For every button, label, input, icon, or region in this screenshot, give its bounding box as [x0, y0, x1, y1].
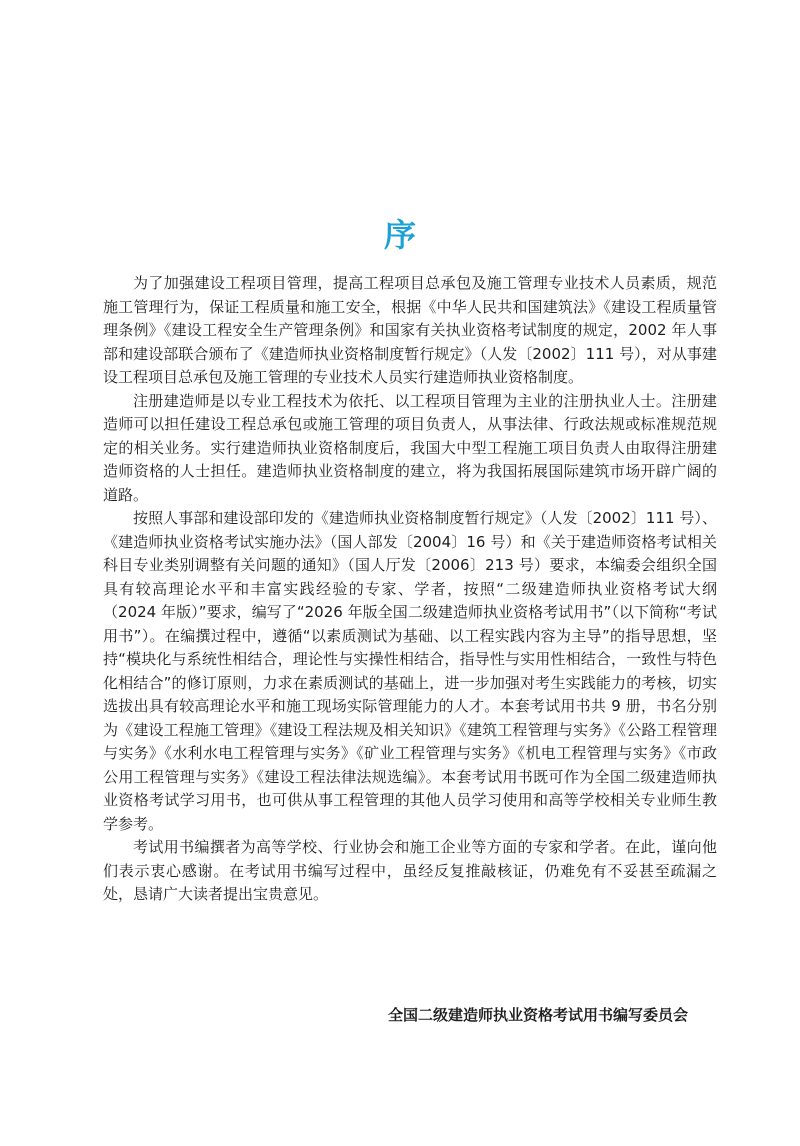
paragraph-3: 按照人事部和建设部印发的《建造师执业资格制度暂行规定》（人发〔2002〕111 号）、《建造师执业资格考试实施办法》（国人部发〔2004〕16 号）和《关于建造师资格考试相关科目专业类别调整有关问题的通知》（国人厅发〔2006〕213 号）要求，本编委会组织全国具有较高理论水平和丰富实践经验的专家、学者，按照“二级建造师执业资格考试大纲（2024 年版）”要求，编写了“2026 年版全国二级建造师执业资格考试用书”（以下简称“考试用书”）。在编撰过程中，遵循“以素质测试为基础、以工程实践内容为主导”的指导思想，坚持“模块化与系统性相结合，理论性与实操性相结合，指导性与实用性相结合，一致性与特色化相结合”的修订原则，力求在素质测试的基础上，进一步加强对考生实践能力的考核，切实选拔出具有较高理论水平和施工现场实际管理能力的人才。本套考试用书共 9 册，书名分别为《建设工程施工管理》《建设工程法规及相关知识》《建筑工程管理与实务》《公路工程管理与实务》《水利水电工程管理与实务》《矿业工程管理与实务》《机电工程管理与实务》《市政公用工程管理与实务》《建设工程法律法规选编》。本套考试用书既可作为全国二级建造师执业资格考试学习用书，也可供从事工程管理的其他人员学习使用和高等学校相关专业师生教学参考。 — [103, 509, 717, 833]
paragraph-2: 注册建造师是以专业工程技术为依托、以工程项目管理为主业的注册执业人士。注册建造师可以担任建设工程总承包或施工管理的项目负责人，从事法律、行政法规或标准规范规定的相关业务。实行建造师执业资格制度后，我国大中型工程施工项目负责人由取得注册建造师资格的人士担任。建造师执业资格制度的建立，将为我国拓展国际建筑市场开辟广阔的道路。 — [103, 391, 717, 504]
signature: 全国二级建造师执业资格考试用书编写委员会 — [387, 1006, 688, 1024]
preface-body — [103, 272, 717, 907]
paragraph-1: 为了加强建设工程项目管理，提高工程项目总承包及施工管理专业技术人员素质，规范施工管理行为，保证工程质量和施工安全，根据《中华人民共和国建筑法》《建设工程质量管理条例》《建设工程安全生产管理条例》和国家有关执业资格考试制度的规定，2002 年人事部和建设部联合颁布了《建造师执业资格制度暂行规定》（人发〔2002〕111 号），对从事建设工程项目总承包及施工管理的专业技术人员实行建造师执业资格制度。 — [103, 274, 717, 386]
page-title: 序 — [383, 216, 416, 255]
paragraph-4: 考试用书编撰者为高等学校、行业协会和施工企业等方面的专家和学者。在此，谨向他们表示衷心感谢。在考试用书编写过程中，虽经反复推敲核证，仍难免有不妥甚至疏漏之处，恳请广大读者提出宝贵意见。 — [103, 838, 717, 903]
